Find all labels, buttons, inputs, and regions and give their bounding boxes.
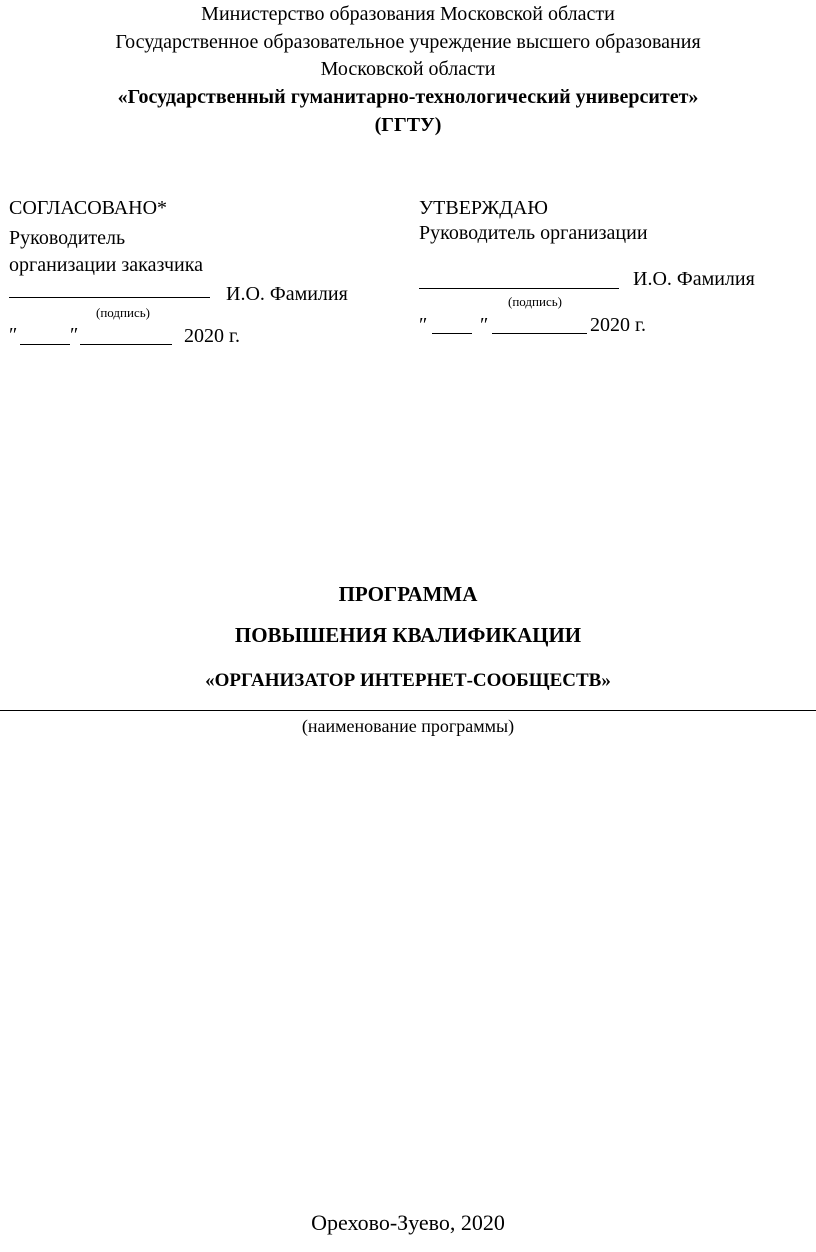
institution-line-1: Государственное образовательное учреждение высшего образования [115,31,701,53]
right-day-line [432,333,472,334]
city-year: Орехово-Зуево, 2020 [311,1210,505,1235]
program-title-line-1: ПРОГРАММА [338,582,478,606]
left-heading: СОГЛАСОВАНО* [9,197,168,219]
program-name-underline [0,710,816,711]
right-month-line [492,333,587,334]
university-abbr: (ГГТУ) [374,114,442,136]
left-day-line [20,344,70,345]
left-role-line-1: Руководитель [9,227,126,249]
program-title-line-2: ПОВЫШЕНИЯ КВАЛИФИКАЦИИ [234,623,582,647]
left-quote-open: ″ [9,324,18,346]
left-name: И.О. Фамилия [226,283,348,305]
university-name: «Государственный гуманитарно-технологический университет» [117,86,699,108]
right-name: И.О. Фамилия [633,268,755,290]
program-name: «ОРГАНИЗАТОР ИНТЕРНЕТ-СООБЩЕСТВ» [205,670,611,691]
left-sign-caption: (подпись) [96,305,150,320]
institution-line-2: Московской области [320,58,496,80]
right-role: Руководитель организации [419,222,648,244]
program-name-caption: (наименование программы) [301,716,515,736]
right-heading: УТВЕРЖДАЮ [419,197,548,219]
right-signature-line [419,288,619,289]
left-signature-line [9,297,210,298]
left-month-line [80,344,172,345]
left-role-line-2: организации заказчика [9,254,203,276]
left-quote-close: ″ [70,324,79,346]
right-quote-close: ″ [480,314,489,336]
right-quote-open: ″ [419,314,428,336]
left-year: 2020 г. [184,325,240,347]
right-sign-caption: (подпись) [508,294,562,309]
right-year: 2020 г. [590,314,646,336]
ministry-line: Министерство образования Московской области [201,3,615,25]
